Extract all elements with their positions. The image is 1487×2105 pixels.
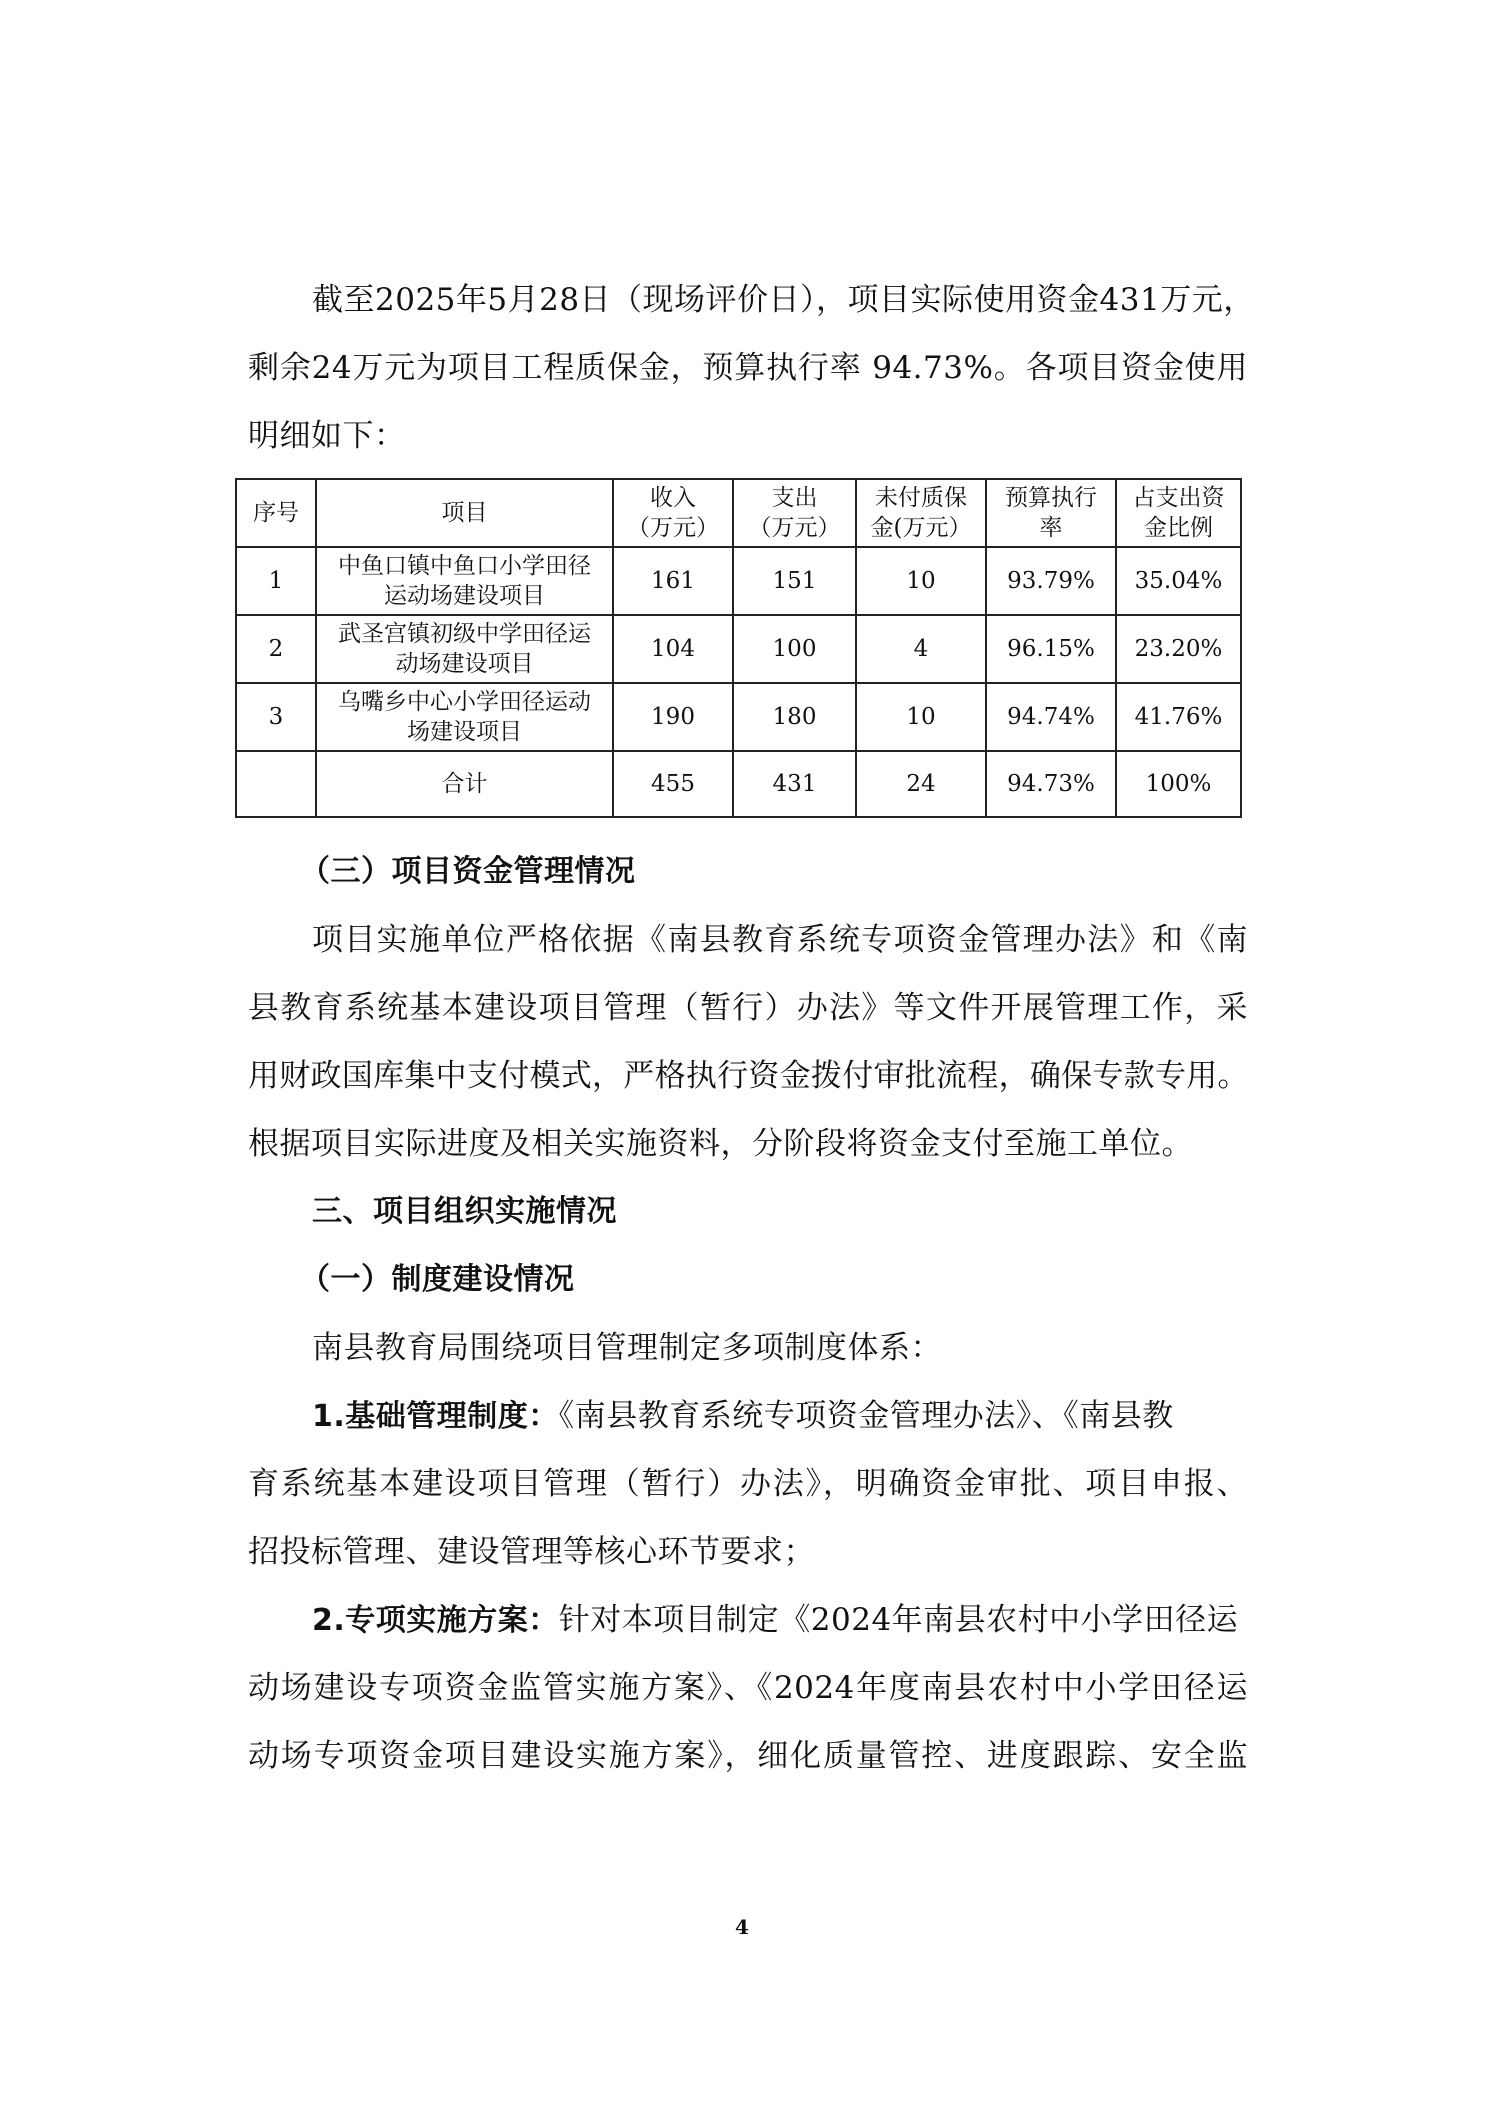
subsection-heading: （一）制度建设情况 xyxy=(300,1262,575,1297)
list-item-2 xyxy=(312,1600,1248,1641)
paragraph-line: 动场专项资金项目建设实施方案》，细化质量管控、进度跟踪、安全监 xyxy=(248,1738,1248,1774)
table-row xyxy=(236,683,1241,751)
header-cell: 收入 （万元） xyxy=(613,479,733,547)
cell-project: 武圣宫镇初级中学田径运 动场建设项目 xyxy=(316,615,613,683)
header-cell: 预算执行 率 xyxy=(986,479,1116,547)
header-cell: 项目 xyxy=(316,479,613,547)
header-cell: 占支出资 金比例 xyxy=(1116,479,1241,547)
cell-income: 190 xyxy=(613,683,733,751)
cell-exec-rate: 93.79% xyxy=(986,547,1116,615)
cell-income: 161 xyxy=(613,547,733,615)
cell-project: 中鱼口镇中鱼口小学田径 运动场建设项目 xyxy=(316,547,613,615)
cell-retention: 24 xyxy=(856,751,986,817)
paragraph-line: 根据项目实际进度及相关实施资料，分阶段将资金支付至施工单位。 xyxy=(248,1126,1193,1162)
paragraph-line: 剩余24万元为项目工程质保金，预算执行率 94.73%。各项目资金使用 xyxy=(248,350,1248,386)
paragraph-line: 截至2025年5月28日（现场评价日），项目实际使用资金431万元， xyxy=(312,282,1255,318)
list-item-1 xyxy=(312,1396,1248,1437)
cell-exec-rate: 94.73% xyxy=(986,751,1116,817)
page-number: 4 xyxy=(735,1915,749,1939)
header-cell: 支出 （万元） xyxy=(733,479,856,547)
cell-no: 3 xyxy=(236,683,316,751)
cell-total-label: 合计 xyxy=(316,751,613,817)
cell-expense: 180 xyxy=(733,683,856,751)
cell-no xyxy=(236,751,316,817)
cell-income: 455 xyxy=(613,751,733,817)
cell-expense: 151 xyxy=(733,547,856,615)
cell-no: 1 xyxy=(236,547,316,615)
cell-expense: 100 xyxy=(733,615,856,683)
cell-exec-rate: 94.74% xyxy=(986,683,1116,751)
cell-project: 乌嘴乡中心小学田径运动 场建设项目 xyxy=(316,683,613,751)
paragraph-line: 动场建设专项资金监管实施方案》、《2024年度南县农村中小学田径运 xyxy=(248,1670,1248,1706)
list-item-text: 《南县教育系统专项资金管理办法》、《南县教 xyxy=(558,1398,1174,1434)
paragraph-line: 用财政国库集中支付模式，严格执行资金拨付审批流程，确保专款专用。 xyxy=(248,1058,1248,1094)
paragraph-line: 明细如下： xyxy=(248,418,406,454)
fund-usage-table xyxy=(235,478,1242,818)
cell-share: 23.20% xyxy=(1116,615,1241,683)
cell-share: 35.04% xyxy=(1116,547,1241,615)
cell-share: 100% xyxy=(1116,751,1241,817)
cell-exec-rate: 96.15% xyxy=(986,615,1116,683)
cell-share: 41.76% xyxy=(1116,683,1241,751)
cell-no: 2 xyxy=(236,615,316,683)
paragraph-line: 招投标管理、建设管理等核心环节要求； xyxy=(248,1534,815,1570)
table-row xyxy=(236,615,1241,683)
list-item-text: 针对本项目制定《2024年南县农村中小学田径运 xyxy=(558,1602,1239,1638)
chapter-heading: 三、项目组织实施情况 xyxy=(312,1194,617,1229)
list-item-label: 2.专项实施方案： xyxy=(312,1603,559,1638)
cell-income: 104 xyxy=(613,615,733,683)
header-cell: 序号 xyxy=(236,479,316,547)
cell-retention: 4 xyxy=(856,615,986,683)
table-row xyxy=(236,547,1241,615)
paragraph-line: 育系统基本建设项目管理（暂行）办法》，明确资金审批、项目申报、 xyxy=(248,1466,1248,1502)
cell-retention: 10 xyxy=(856,547,986,615)
list-item-label: 1.基础管理制度： xyxy=(312,1399,559,1434)
paragraph-line: 县教育系统基本建设项目管理（暂行）办法》等文件开展管理工作，采 xyxy=(248,990,1248,1026)
cell-retention: 10 xyxy=(856,683,986,751)
table-header-row xyxy=(236,479,1241,547)
cell-expense: 431 xyxy=(733,751,856,817)
header-cell: 未付质保 金(万元） xyxy=(856,479,986,547)
section-heading: （三）项目资金管理情况 xyxy=(300,854,636,889)
paragraph-line: 项目实施单位严格依据《南县教育系统专项资金管理办法》和《南 xyxy=(312,922,1248,958)
table-total-row xyxy=(236,751,1241,817)
paragraph-line: 南县教育局围绕项目管理制定多项制度体系： xyxy=(312,1330,942,1366)
